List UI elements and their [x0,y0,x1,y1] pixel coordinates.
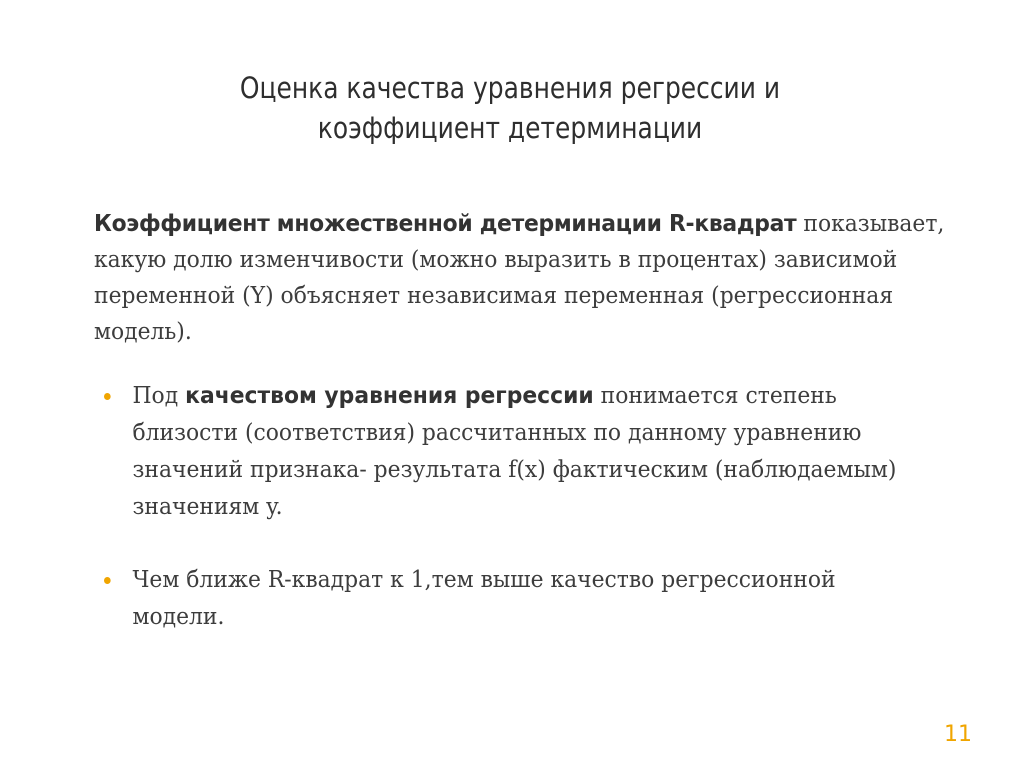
title-line-1: Оценка качества уравнения регрессии и [239,71,781,105]
bullet-text-prefix: Чем ближе R-квадрат к 1,тем выше качество регрессионной модели. [132,567,836,630]
bullet-text-suffix: понимается степень близости (соответствия) рассчитанных по данному уравнению значений признака- результата f(x) фактическим (наблюдаемым) значениям y. [132,383,897,520]
bullet-bold-term: качеством уравнения регрессии [185,383,594,409]
page-number: 11 [944,722,972,747]
bullet-item [104,562,921,636]
bullet-dot-icon [104,393,111,400]
intro-lead-term: Коэффициент множественной детерминации R-квадрат [94,211,797,237]
bullet-list [104,378,964,672]
title-line-2: коэффициент детерминации [317,111,703,145]
bullet-text-prefix: Под [132,383,186,409]
intro-text: показывает, какую долю изменчивости (можно выразить в процентах) зависимой переменной (Y) объясняет независимая переменная (регрессионная модель). [94,211,945,345]
bullet-item [104,378,921,526]
bullet-dot-icon [104,577,111,584]
intro-paragraph [94,206,949,350]
slide-title [175,68,846,148]
